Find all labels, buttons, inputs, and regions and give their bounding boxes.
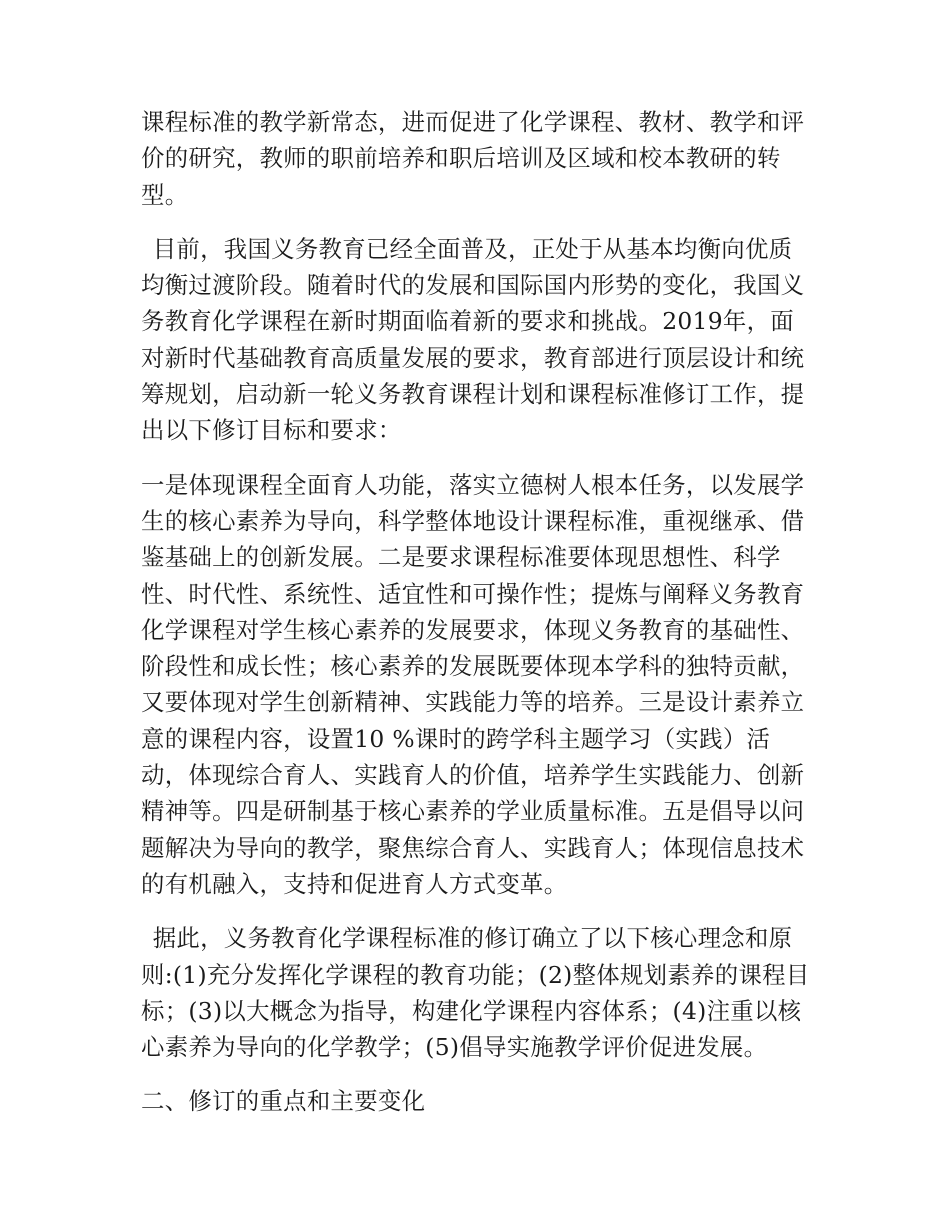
section-heading: 二、修订的重点和主要变化 (141, 1087, 426, 1116)
paragraph-3: 一是体现课程全面育人功能，落实立德树人根本任务，以发展学生的核心素养为导向，科学整体地设计课程标准，重视继承、借鉴基础上的创新发展。二是要求课程标准要体现思想性、科学性、时代性、系统性、适宜性和可操作性；提炼与阐释义务教育化学课程对学生核心素养的发展要求，体现义务教育的基础性、阶段性和成长性；核心素养的发展既要体现本学科的独特贡献，又要体现对学生创新精神、实践能力等的培养。三是设计素养立意的课程内容，设置10 %课时的跨学科主题学习（实践）活动，体现综合育人、实践育人的价值，培养学生实践能力、创新精神等。四是研制基于核心素养的学业质量标准。五是倡导以问题解决为导向的教学，聚焦综合育人、实践育人；体现信息技术的有机融入，支持和促进育人方式变革。 (141, 470, 805, 898)
paragraph-2: 目前，我国义务教育已经全面普及，正处于从基本均衡向优质均衡过渡阶段。随着时代的发展和国际国内形势的变化，我国义务教育化学课程在新时期面临着新的要求和挑战。2019年，面对新时代基础教育高质量发展的要求，教育部进行顶层设计和统筹规划，启动新一轮义务教育课程计划和课程标准修订工作，提出以下修订目标和要求： (141, 234, 805, 445)
paragraph-4: 据此，义务教育化学课程标准的修订确立了以下核心理念和原则:(1)充分发挥化学课程的教育功能；(2)整体规划素养的课程目标；(3)以大概念为指导，构建化学课程内容体系；(4)注重以核心素养为导向的化学教学；(5)倡导实施教学评价促进发展。 (141, 924, 810, 1062)
document-page (141, 104, 813, 1120)
paragraph-1: 课程标准的教学新常态，进而促进了化学课程、教材、教学和评价的研究，教师的职前培养和职后培训及区域和校本教研的转型。 (141, 108, 805, 209)
